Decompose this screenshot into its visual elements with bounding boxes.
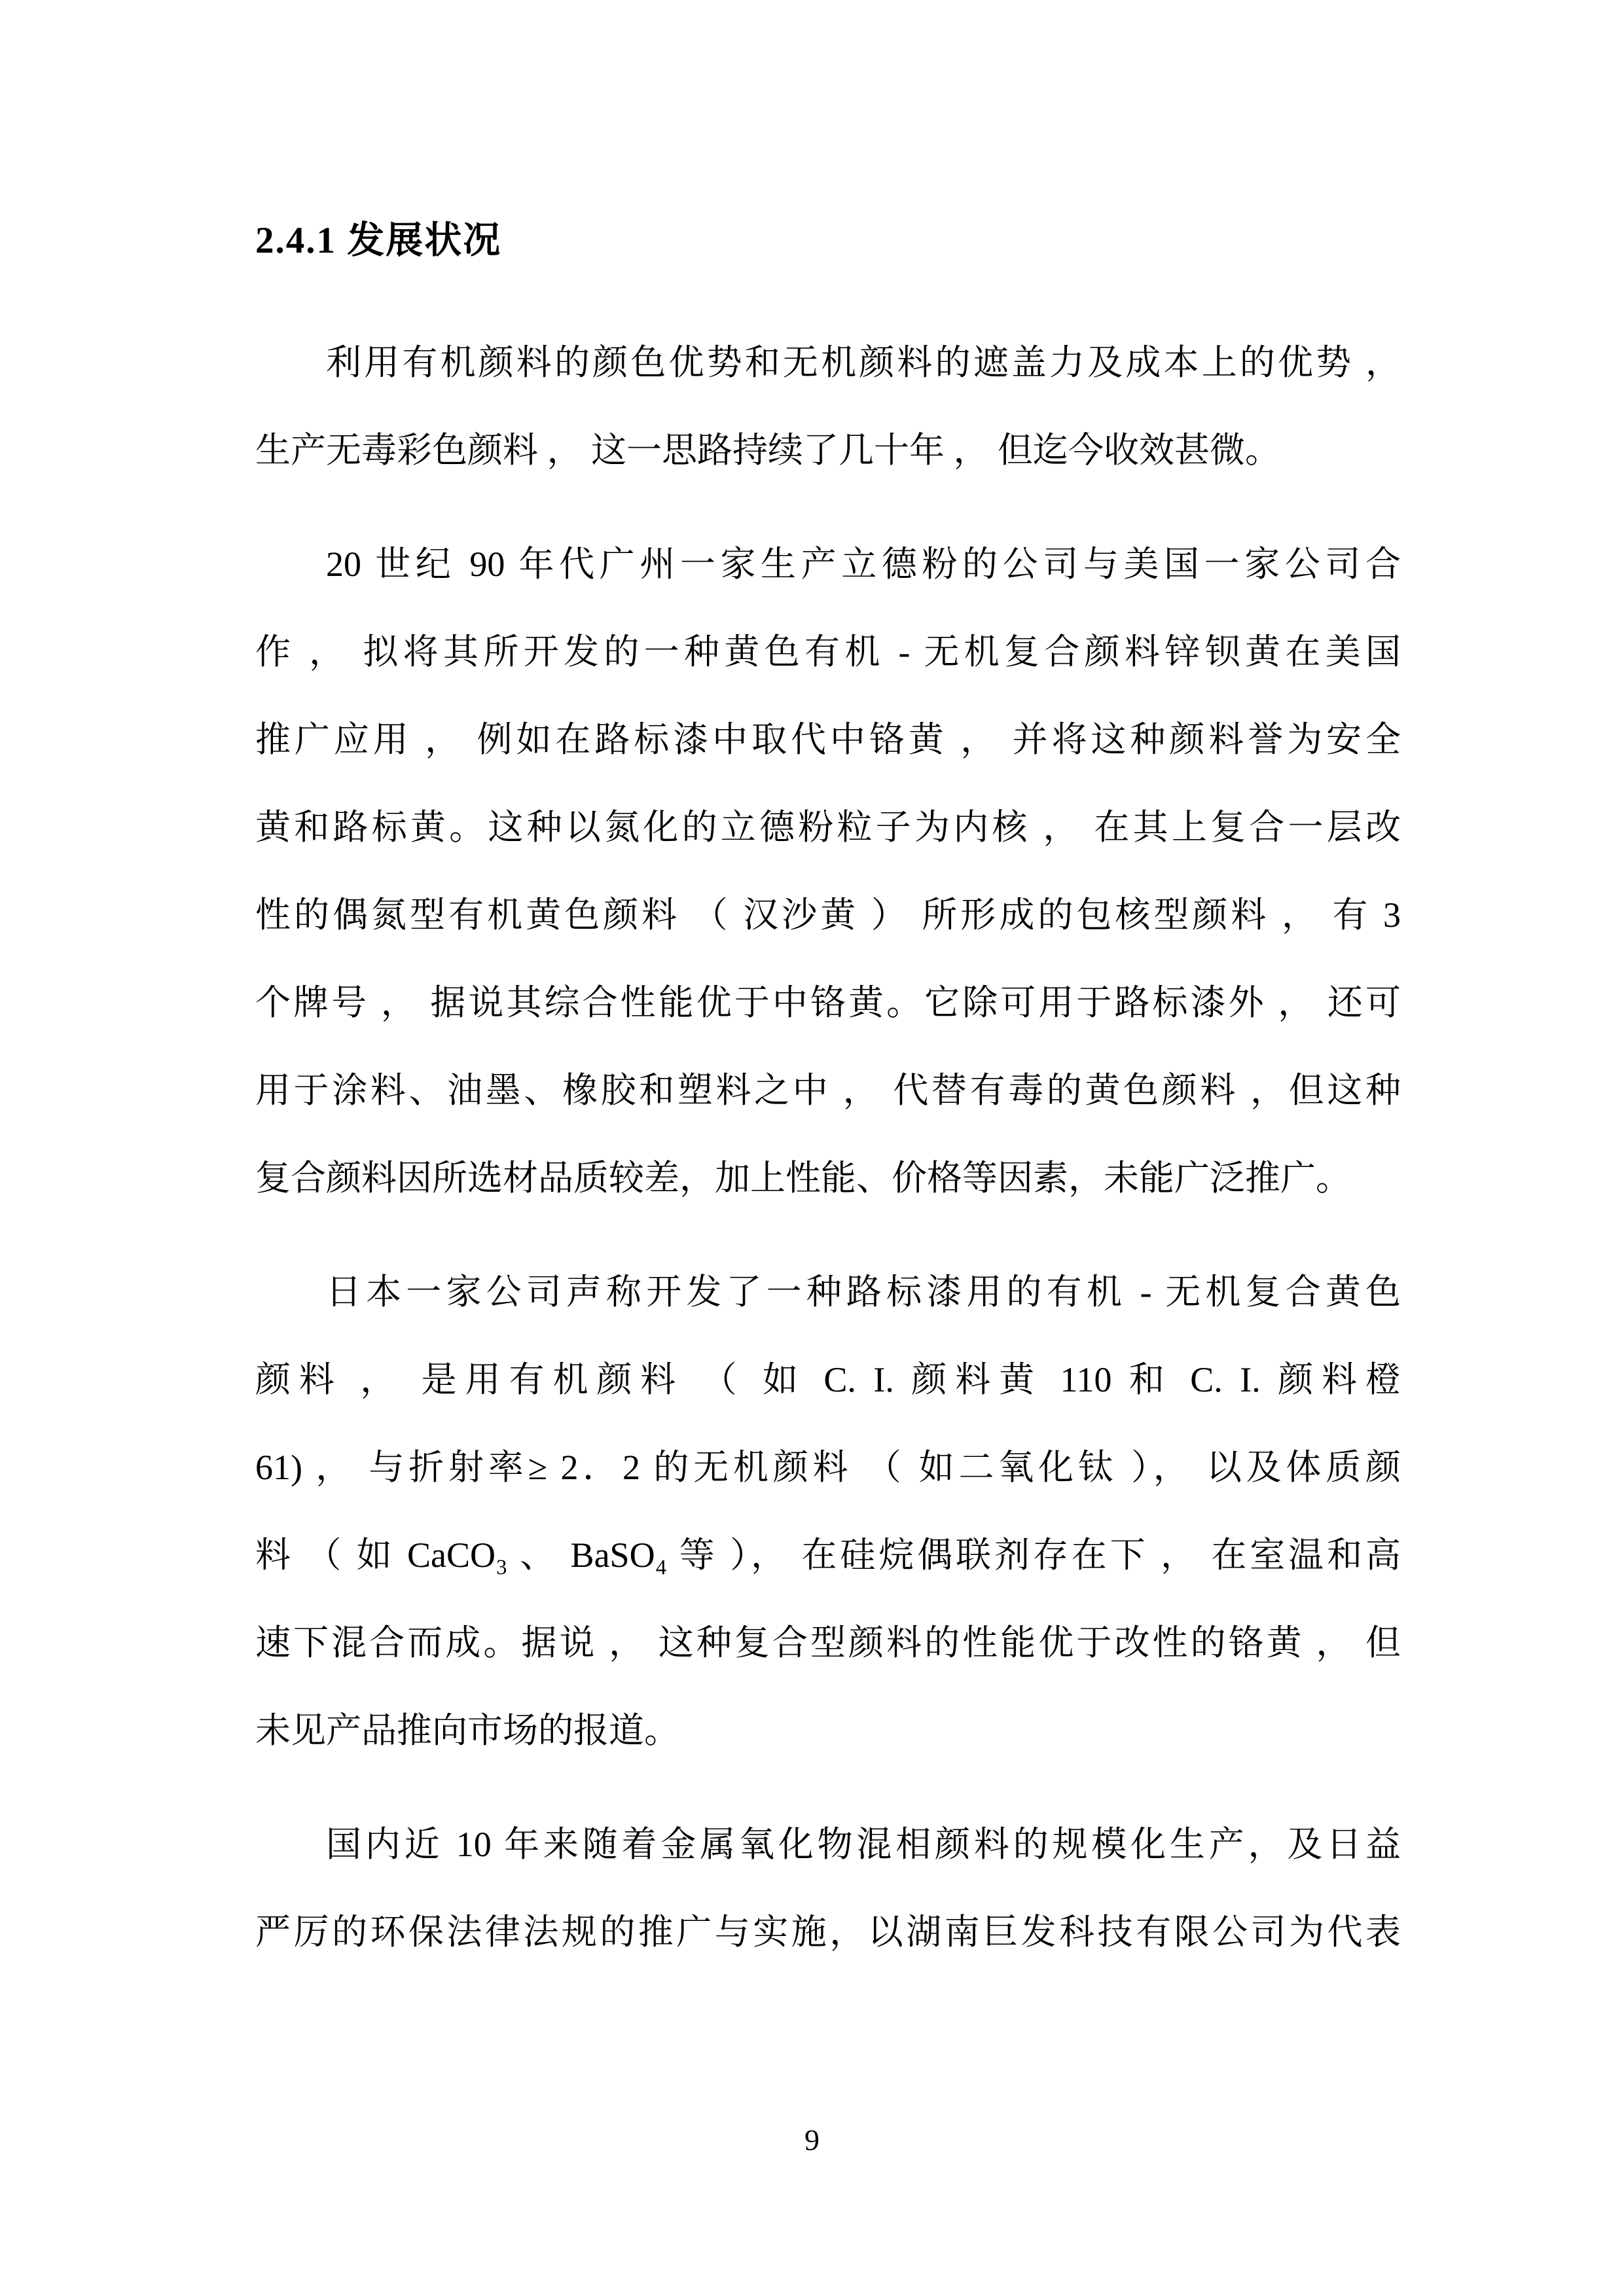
text-line: 日本一家公司声称开发了一种路标漆用的有机 - 无机复合黄色: [326, 1272, 1401, 1312]
text-line: 严厉的环保法律法规的推广与实施，以湖南巨发科技有限公司为代表: [255, 1912, 1401, 1952]
text-line: 推广应用 ， 例如在路标漆中取代中铬黄 ， 并将这种颜料誉为安全: [255, 720, 1401, 759]
page-number: 9: [804, 2123, 820, 2157]
text-line: 作 ， 拟将其所开发的一种黄色有机 - 无机复合颜料锌钡黄在美国: [255, 632, 1401, 672]
text-line: 生产无毒彩色颜料 ， 这一思路持续了几十年 ， 但迄今收效甚微。: [255, 431, 1280, 470]
section-heading: 2.4.1 发展状况: [255, 220, 502, 261]
text-line: 料 （ 如 CaCO₃ 、 BaSO₄ 等 ）， 在硅烷偶联剂存在下 ， 在室温和高: [255, 1535, 1401, 1575]
text-line: 未见产品推向市场的报道。: [255, 1711, 679, 1750]
text-line: 用于涂料、油墨、橡胶和塑料之中 ， 代替有毒的黄色颜料 ，但这种: [255, 1071, 1401, 1110]
paragraph-3: [255, 1248, 1401, 1774]
text-line: 性的偶氮型有机黄色颜料 （ 汉沙黄 ） 所形成的包核型颜料 ， 有 3: [255, 895, 1401, 935]
text-line: 个牌号 ， 据说其综合性能优于中铬黄。它除可用于路标漆外 ， 还可: [255, 983, 1401, 1022]
text-line: 黄和路标黄。这种以氮化的立德粉粒子为内核 ， 在其上复合一层改: [255, 808, 1401, 847]
text-line: 速下混合而成。据说 ， 这种复合型颜料的性能优于改性的铬黄 ， 但: [255, 1623, 1401, 1662]
text-line: 复合颜料因所选材品质较差，加上性能、价格等因素，未能广泛推广。: [255, 1158, 1351, 1198]
paragraph-4: [255, 1801, 1401, 1976]
paragraph-2: [255, 520, 1401, 1222]
text-line: 利用有机颜料的颜色优势和无机颜料的遮盖力及成本上的优势 ，: [326, 343, 1401, 382]
paragraph-1: [255, 319, 1401, 494]
text-line: 颜料 ， 是用有机颜料 （ 如 C. I. 颜料黄 110 和 C. I. 颜料橙: [255, 1360, 1401, 1399]
text-line: 20 世纪 90 年代广州一家生产立德粉的公司与美国一家公司合: [326, 545, 1401, 584]
text-line: 国内近 10 年来随着金属氧化物混相颜料的规模化生产，及日益: [326, 1825, 1401, 1864]
text-line: 61) ， 与折射率≥ 2．2 的无机颜料 （ 如二氧化钛 ）， 以及体质颜: [255, 1448, 1401, 1487]
text-content: [255, 221, 1401, 2002]
